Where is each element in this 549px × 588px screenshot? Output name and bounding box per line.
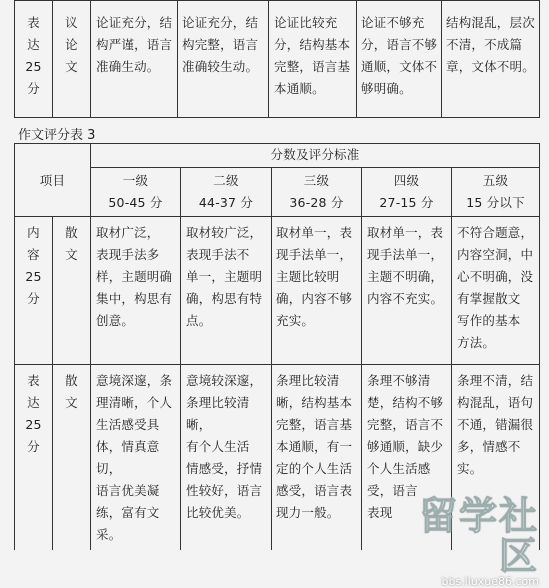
top-row-grade2: 论证充分，结 构完整，语言 准确较生动。 bbox=[182, 15, 259, 74]
table3-border bbox=[271, 167, 272, 550]
table3-caption: 作文评分表 3 bbox=[18, 128, 96, 143]
top-table-border bbox=[177, 0, 178, 118]
top-table-border bbox=[356, 0, 357, 118]
content-row-grade1: 取材广泛， 表现手法多 样，主题明确 集中，构思有 创意。 bbox=[96, 225, 173, 328]
top-table-border bbox=[14, 0, 540, 1]
expression-row-grade4: 条理不够清 楚，结构不够 完整，语言不 够通顺，缺少 个人生活感 受，语言 表现 bbox=[367, 373, 444, 520]
expression-row-grade3: 条理比较清 晰，结构基本 完整，语言基 本通顺，有一 定的个人生活 感受，语言表 现力一般。 bbox=[276, 373, 353, 520]
expression-row-grade5: 条理不清，结 构混乱，语句 不通，错漏很 多，情感不 实。 bbox=[457, 373, 534, 476]
top-row-category: 表 达 25 分 bbox=[25, 15, 42, 96]
watermark-text: 留学社区 bbox=[418, 494, 539, 578]
content-row-grade5: 不符合题意， 内容空洞，中 心不明确，没 有掌握散文 写作的基本 方法。 bbox=[457, 225, 534, 350]
top-table-border bbox=[14, 117, 540, 118]
content-row-grade3: 取材单一，表 现手法单一， 主题比较明 确，内容不够 充实。 bbox=[276, 225, 353, 328]
top-table-border bbox=[539, 0, 540, 118]
table3-border bbox=[361, 167, 362, 550]
table3-border bbox=[14, 143, 15, 550]
header-item: 项目 bbox=[39, 173, 66, 188]
header-level-name: 二级 bbox=[213, 173, 239, 188]
header-level-range: 15 分以下 bbox=[466, 195, 525, 210]
content-row-grade2: 取材较广泛， 表现手法不 单一，主题明 确，构思有特 点。 bbox=[186, 225, 263, 328]
header-level-name: 三级 bbox=[303, 173, 330, 188]
table3-border bbox=[539, 143, 540, 550]
top-table-border bbox=[441, 0, 442, 118]
header-score-standard: 分数及评分标准 bbox=[270, 147, 360, 162]
expression-row-grade2: 意境较深邃， 条理比较清晰， 有个人生活 情感受，抒情 性较好，语言 比较优美。 bbox=[186, 373, 263, 520]
header-level-name: 四级 bbox=[393, 173, 420, 188]
site-watermark bbox=[389, 494, 539, 588]
header-level-range: 27-15 分 bbox=[379, 195, 434, 210]
expression-row-type: 散 文 bbox=[65, 373, 78, 410]
content-row-category: 内 容 25 分 bbox=[25, 225, 42, 306]
table3-border bbox=[180, 167, 181, 550]
expression-row-grade1: 意境深邃，条 理清晰，个人 生活感受具 体，情真意切， 语言优美凝 练，富有文采。 bbox=[96, 373, 173, 542]
top-row-grade1: 论证充分，结 构严谨，语言 准确生动。 bbox=[96, 15, 173, 74]
expression-row-category: 表 达 25 分 bbox=[25, 373, 42, 454]
top-row-type: 议 论 文 bbox=[65, 15, 78, 74]
header-level-name: 五级 bbox=[482, 173, 509, 188]
header-level-range: 36-28 分 bbox=[289, 195, 344, 210]
top-row-grade4: 论证不够充 分，语言不够 通顺，文体不 够明确。 bbox=[361, 15, 438, 96]
watermark-url: bbs.liuxue86.com bbox=[441, 575, 539, 588]
top-row-grade3: 论证比较充 分，结构基本 完整，语言基 本通顺。 bbox=[274, 15, 351, 96]
table3-border bbox=[90, 167, 540, 168]
top-table-border bbox=[268, 0, 269, 118]
header-level-name: 一级 bbox=[122, 173, 149, 188]
table3-border bbox=[14, 216, 540, 217]
table3-border bbox=[451, 167, 452, 550]
table3-border bbox=[14, 364, 540, 365]
content-row-type: 散 文 bbox=[65, 225, 78, 262]
content-row-grade4: 取材单一，表 现手法单一， 主题不明确， 内容不充实。 bbox=[367, 225, 444, 306]
header-level-range: 44-37 分 bbox=[198, 195, 254, 210]
header-level-range: 50-45 分 bbox=[108, 195, 163, 210]
top-row-grade5: 结构混乱，层次 不清，不成篇 章，文体不明。 bbox=[446, 15, 535, 74]
top-table-border bbox=[90, 0, 91, 118]
